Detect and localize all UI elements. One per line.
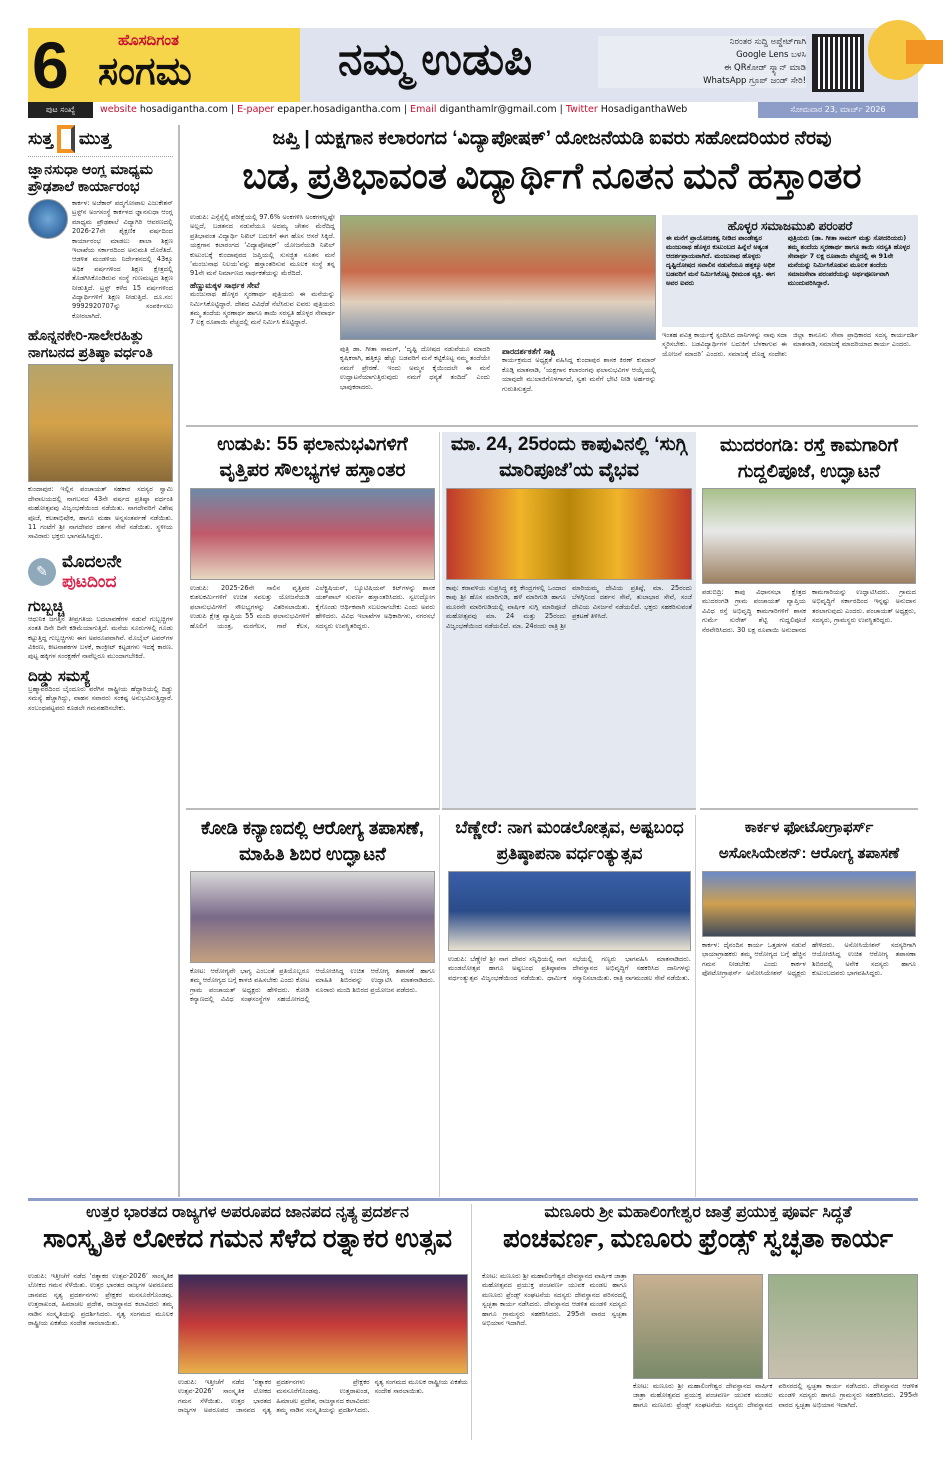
twitter-link[interactable]: HosadiganthaWeb: [600, 104, 688, 115]
story-row2-2: [442, 432, 696, 810]
story-photo: [446, 488, 692, 580]
date: ಸೋಮವಾರ 23, ಮಾರ್ಚ್ 2026: [758, 102, 918, 118]
story-headline: ಹೊನ್ನನಕೇರಿ-ಸಾಲೇರಹಿತ್ಲು ನಾಗಬನದ ಪ್ರತಿಷ್ಠಾ ವರ್ಧಂತಿ: [28, 327, 153, 361]
column-title: ಪುಟದಿಂದ: [62, 571, 117, 591]
section-title: ಸಂಗಮ: [98, 51, 192, 93]
story-headline: ಗುಬ್ಬಚ್ಚಿ: [28, 597, 65, 615]
story-kicker: ಉತ್ತರ ಭಾರತದ ರಾಜ್ಯಗಳ ಅಪರೂಪದ ಜಾನಪದ ನೃತ್ಯ ಪ್ರದರ್ಶನ: [86, 1204, 409, 1221]
story-bottom-1: [28, 1204, 472, 1440]
page-number: 6: [32, 28, 69, 102]
pencil-icon: ✎: [28, 558, 56, 586]
story-photo: [702, 871, 916, 937]
sidebar-title: ಹೊಳ್ಳರ ಸಮಾಜಮುಖಿ ಪರಂಪರೆ: [727, 219, 853, 233]
orange-tab: [906, 40, 943, 64]
story-headline: ಮಾ. 24, 25ರಂದು ಕಾಪುವಿನಲ್ಲಿ ‘ಸುಗ್ಗಿ ಮಾರಿಪೂಜೆ’ಯ ವೈಭವ: [450, 434, 688, 481]
story-body: ಬ್ರಹ್ಮಾವರದಿಂದ ಬೈಂದೂರು ವರೆಗಿನ ರಾಷ್ಟ್ರೀಯ ಹೆದ್ದಾರಿಯಲ್ಲಿ ದಿಡ್ಡು ಸಮಸ್ಯೆ ಹೆಚ್ಚಾಗಿದ್ದು, ವಾಹನ ಸವಾರರು ಸಂಕಷ್ಟ ಅನುಭವಿಸುತ್ತಿದ್ದಾರೆ. ಸಂಬಂಧಪಟ್ಟವರು ಕೂಡಲೇ ಗಮನಹರಿಸಬೇಕು.: [28, 684, 173, 712]
masthead: [28, 28, 918, 102]
story-body: ಉಡುಪಿ: ಇತ್ತೀಚೆಗೆ ನಡೆದ ‘ರತ್ನಾಕರ ಉತ್ಸವ-2026’ ಸಾಂಸ್ಕೃತಿಕ ಲೋಕದ ಗಮನ ಸೆಳೆಯಿತು. ಉತ್ತರ ಭಾರತದ ರಾಜ್ಯಗಳ ಅಪರೂಪದ ಜಾನಪದ ನೃತ್ಯ ಪ್ರದರ್ಶನಗಳು ಪ್ರೇಕ್ಷಕರ ಮನಸೂರೆಗೊಂಡವು. ಉತ್ತರಾಖಂಡ, ಹಿಮಾಚಲ ಪ್ರದೇಶ, ರಾಜಸ್ಥಾನದ ಕಲಾವಿದರು ತಮ್ಮ ನಾಡಿನ ಸಂಸ್ಕೃತಿಯನ್ನು ಪ್ರದರ್ಶಿಸಿದರು. ನೃತ್ಯ ಸಂಗಮದ ಮೂಲಕ ರಾಷ್ಟ್ರೀಯ ಏಕತೆಯ ಸಂದೇಶ ಸಾರಲಾಯಿತು.: [28, 1272, 173, 1328]
story-row3-1: [186, 815, 440, 1197]
lead-headline: ಬಡ, ಪ್ರತಿಭಾವಂತ ವಿದ್ಯಾರ್ಥಿಗೆ ನೂತನ ಮನೆ ಹಸ್ತಾಂತರ: [242, 156, 862, 196]
story-body: ಕಾರ್ಕಳ: ದೈನಂದಿನ ಕಾರ್ಯ ಒತ್ತಡಗಳ ನಡುವೆ ಛಾಯಾಗ್ರಾಹಕರು ತಮ್ಮ ಆರೋಗ್ಯದ ಬಗ್ಗೆ ಹೆಚ್ಚಿನ ಗಮನ ನೀಡಬೇಕು ಎಂದು ಕಾರ್ಕಳ ಫೋಟೋಗ್ರಾಫರ್ಸ್ ಅಸೋಸಿಯೇಶನ್ ಅಧ್ಯಕ್ಷರು ಹೇಳಿದರು. ಅಸೋಸಿಯೇಶನ್ ಸದಸ್ಯರಿಗಾಗಿ ಆಯೋಜಿಸಿದ್ದ ಉಚಿತ ಆರೋಗ್ಯ ತಪಾಸಣಾ ಶಿಬಿರದಲ್ಲಿ ಅನೇಕ ಸದಸ್ಯರು ಹಾಗೂ ಕುಟುಂಬದವರು ಭಾಗವಹಿಸಿದ್ದರು.: [702, 941, 916, 978]
lead-photo: [340, 215, 656, 340]
story-headline: ಕಾರ್ಕಳ ಫೋಟೋಗ್ರಾಫರ್ಸ್ ಅಸೋಸಿಯೇಶನ್: ಆರೋಗ್ಯ ತಪಾಸಣೆ: [718, 819, 900, 862]
story-row2-3: [700, 432, 918, 810]
website-link[interactable]: hosadigantha.com: [139, 104, 228, 115]
qr-line: ನಿರಂತರ ಸುದ್ದಿ ಅಪ್ಡೇಟ್‌ಗಾಗಿ: [729, 37, 806, 47]
subheading: ಹೆಣ್ಣುಮಕ್ಕಳ ಸಾರ್ಥಕ ಸೇವೆ: [190, 280, 260, 290]
story-photo: [702, 488, 916, 584]
story-photo: [768, 1274, 918, 1379]
sidebar-text: ಈ ಮನೆಗೆ ಪ್ರಾಯೋಜಕತ್ವ ನೀಡಿದ ಪಾಂಡೇಶ್ವರ ಮಂಜುನಾಥ ಹೊಳ್ಳರ ಕುಟುಂಬದ ಹಿನ್ನೆಲೆ ಅತ್ಯಂತ ಆದರ್ಶಪ್ರಾಯವಾಗಿದೆ. ಮಂಜುನಾಥ ಹೊಳ್ಳರು ದೃಷ್ಟಿದೋಷದ ಸವಾಲಿನ ನಡುವೆಯೂ ಹತ್ತಕ್ಕೂ ಅಧಿಕ ಬಡವರಿಗೆ ಮನೆ ನಿರ್ಮಿಸಿಕೊಟ್ಟ ಧೀಮಂತ ವ್ಯಕ್ತಿ. ಈಗ ಅವರ ಐವರು: [666, 234, 775, 287]
story-kicker: ಮಣೂರು ಶ್ರೀ ಮಹಾಲಿಂಗೇಶ್ವರ ಜಾತ್ರೆ ಪ್ರಯುಕ್ತ ಪೂರ್ವ ಸಿದ್ಧತೆ: [544, 1204, 852, 1221]
story-row2-1: [186, 432, 440, 810]
twitter-label: Twitter: [565, 104, 598, 115]
brand-logo: ಹೊಸದಿಗಂತ: [118, 32, 179, 49]
qr-line: Google Lens ಬಳಸಿ: [736, 50, 806, 60]
qr-code[interactable]: [812, 34, 864, 92]
section-logo: [28, 125, 173, 157]
qr-line: ಈ QRಕೋಡ್ ಸ್ಕ್ಯಾನ್ ಮಾಡಿ: [723, 63, 806, 73]
epaper-label: E-paper: [237, 104, 275, 115]
qr-instructions: [598, 36, 806, 88]
story-headline: ಜ್ಞಾನಸುಧಾ ಆಂಗ್ಲ ಮಾಧ್ಯಮ ಪ್ರೌಢಶಾಲೆ ಕಾರ್ಯಾರಂಭ: [28, 161, 153, 194]
story-body: ಕೋಟ: ಮಣೂರು ಶ್ರೀ ಮಹಾಲಿಂಗೇಶ್ವರ ದೇವಸ್ಥಾನದ ವಾರ್ಷಿಕ ಜಾತ್ರಾ ಮಹೋತ್ಸವದ ಪ್ರಯುಕ್ತ ಪಂಚವರ್ಣ ಯುವಕ ಮಂಡಲ ಹಾಗೂ ಮಣೂರು ಫ್ರೆಂಡ್ಸ್ ಸಂಘಟನೆಯ ಸದಸ್ಯರು ದೇವಸ್ಥಾನದ ಪರಿಸರದಲ್ಲಿ ಸ್ವಚ್ಛತಾ ಕಾರ್ಯ ನಡೆಸಿದರು. ದೇವಸ್ಥಾನದ ಆಡಳಿತ ಮಂಡಳಿ ಸದಸ್ಯರು ಹಾಗೂ ಗ್ರಾಮಸ್ಥರು ಸಹಕರಿಸಿದರು. 295ನೇ ವಾರದ ಸ್ವಚ್ಛತಾ ಅಭಿಯಾನ ಇದಾಗಿದೆ.: [482, 1272, 627, 1328]
paragraph: ಇಂತಹ ಪವಿತ್ರ ಕಾರ್ಯಕ್ಕೆ ಸ್ಪಂದಿಸಿದ ದಾನಿಗಳನ್ನು ನಾವು ಸದಾ ಸ್ಮರಿಸಬೇಕು. ಬಡವಿದ್ಯಾರ್ಥಿಗಳ ಬದುಕಿಗೆ ಬೆಳಕಾಗುವ ಈ ಯೋಜನೆ ಮಾದರಿ’ ಎಂದರು. ಸಮಾಜಕ್ಕೆ ದೊಡ್ಡ ಸಂದೇಶ: ಜಿಲ್ಲಾ ಕಾನೂನು ಸೇವಾ ಪ್ರಾಧಿಕಾರದ ಸದಸ್ಯ ಕಾರ್ಯದರ್ಶಿ ಮಾತನಾಡಿ, ಸಮಾಜಕ್ಕೆ ಮಾದರಿಯಾದ ಕಾರ್ಯ ಎಂದರು.: [662, 331, 918, 358]
paragraph: ಪುತ್ರಿ ಡಾ. ಗೀತಾ ಸಾಮಗ್, ‘ದೃಷ್ಟಿ ದೋಷದ ನಡುವೆಯೂ ಮಾದರಿ ಕೃಷಿಕರಾಗಿ, ಹತ್ತಿಕ್ಕೂ ಹೆಚ್ಚು ಬಡವರಿಗೆ ಮನೆ ಕಟ್ಟಿಕೊಟ್ಟ ನಮ್ಮ ತಂದೆಯೇ ನಮಗೆ ಪ್ರೇರಣೆ. ಇಂದು ಅಮ್ಮನ ಕೈಯಿಂದಲೇ ಈ ಮನೆ ಉದ್ಘಾಟನೆಯಾಗುತ್ತಿರುವುದು ನಮಗೆ ಧನ್ಯತೆ ತಂದಿದೆ’ ಎಂದು ಭಾವುಕರಾದರು.: [340, 345, 490, 391]
story-row3-3: [700, 815, 918, 1197]
story-body: ಆಧುನಿಕ ಜಗತ್ತಿನ ತೀವ್ರಗತಿಯ ಬದಲಾವಣೆಗಳ ನಡುವೆ ಗುಬ್ಬಚ್ಚಿಗಳ ಸಂತತಿ ದಿನೇ ದಿನೇ ಕಡಿಮೆಯಾಗುತ್ತಿದೆ. ಮನೆಯ ಸೂರುಗಳಲ್ಲಿ ಗೂಡು ಕಟ್ಟುತ್ತಿದ್ದ ಗುಬ್ಬಚ್ಚಿಗಳು ಈಗ ಅಪರೂಪವಾಗಿವೆ. ಮೊಬೈಲ್ ಟವರ್‌ಗಳ ವಿಕಿರಣ, ಕೀಟನಾಶಕಗಳ ಬಳಕೆ, ಕಾಂಕ್ರೀಟ್ ಕಟ್ಟಡಗಳು ಇದಕ್ಕೆ ಕಾರಣ. ಪುಟ್ಟ ಹಕ್ಕಿಗಳ ಸಂರಕ್ಷಣೆಗೆ ನಾವೆಲ್ಲರೂ ಮುಂದಾಗಬೇಕಿದೆ.: [28, 614, 173, 661]
story-body: ಕುಂದಾಪುರ: ಇಲ್ಲಿನ ಪಂಚಾಯತ್ ಸಹಕಾರ ಸದಸ್ಯರ ಸ್ವಾಮಿ ದೇವಾಲಯದಲ್ಲಿ ನಾಗಬನದ 43ನೇ ವರ್ಷದ ಪ್ರತಿಷ್ಠಾ ವರ್ಧಂತಿ ಮಹೋತ್ಸವವು ವಿಜೃಂಭಣೆಯಿಂದ ನಡೆಯಿತು. ನಾಗದೇವರಿಗೆ ವಿಶೇಷ ಪೂಜೆ, ಕಲಶಾಭಿಷೇಕ, ಹಾಗೂ ಮಹಾ ಅನ್ನಸಂತರ್ಪಣೆ ನಡೆಯಿತು. 11 ಗಂಟೆಗೆ ಶ್ರೀ ನಾಗದೇವರ ದರ್ಶನ ಸೇವೆ ನಡೆಯಿತು. ಸ್ಥಳೀಯ ಸಾವಿರಾರು ಭಕ್ತರು ಭಾಗವಹಿಸಿದ್ದರು.: [28, 485, 173, 541]
paragraph: ಕಾರ್ಯಕ್ರಮದ ಅಧ್ಯಕ್ಷತೆ ವಹಿಸಿದ್ದ ಕುಂದಾಪುರ ಶಾಸಕ ಕಿರಣ್ ಕುಮಾರ್ ಕೊಡ್ಗಿ ಮಾತನಾಡಿ, ‘ಯಕ್ಷಗಾನ ಕಲಾರಂಗವು ಫಲಾನುಭವಿಗಳ ಆಯ್ಕೆಯಲ್ಲಿ ಯಾವುದೇ ಮುಲಾಜಿಗೊಳಗಾಗದೆ, ಸ್ವತಃ ಮನೆಗೆ ಭೇಟಿ ನೀಡಿ ಅರ್ಹರನ್ನು ಗುರುತಿಸುತ್ತದೆ.: [502, 356, 656, 393]
story-photo: [28, 364, 173, 482]
story-photo: [190, 871, 435, 963]
paragraph: ಉಡುಪಿ: ಎಸ್ಸೆಸ್ಸೆಲ್ಸಿ ಪರೀಕ್ಷೆಯಲ್ಲಿ 97.6% ಅಂಕಗಳಿಸಿ ಅಂಕಗಳಲ್ಲಷ್ಟೇ ಅಲ್ಲದೆ, ಬಡತನದ ನಡುವೆಯೂ ಅದಮ್ಯ ಚೇತನ ಮೆರೆದಿದ್ದ ಪ್ರತಿಭಾವಂತ ವಿದ್ಯಾರ್ಥಿ ನಿಖಿಲ್ ಬದುಕಿಗೆ ಈಗ ಹೊಸ ಆಸರೆ ಸಿಕ್ಕಿದೆ. ಯಕ್ಷಗಾನ ಕಲಾರಂಗದ ‘ವಿದ್ಯಾಪೋಷಕ್’ ಯೋಜನೆಯಡಿ ನಿಖಿಲ್ ಕುಟುಂಬಕ್ಕೆ ಕುಂದಾಪುರದ ಜಪ್ತಿಯಲ್ಲಿ ಸುಸಜ್ಜಿತ ನೂತನ ಮನೆ ‘ಮಂಜುನಾಥ ನಿಲಯ’ವನ್ನು ಹಸ್ತಾಂತರಿಸುವ ಮೂಲಕ ಸಂಸ್ಥೆ ತನ್ನ 91ನೇ ಮನೆ ನಿರ್ಮಾಣದ ಸಾರ್ಥಕತೆಯನ್ನು ಮೆರೆದಿದೆ.: [190, 213, 335, 278]
story-headline: ಕೋಡಿ ಕನ್ಯಾಣದಲ್ಲಿ ಆರೋಗ್ಯ ತಪಾಸಣೆ, ಮಾಹಿತಿ ಶಿಬಿರ ಉದ್ಘಾಟನೆ: [201, 818, 424, 864]
website-label: website: [100, 104, 137, 115]
story-headline: ಬೆಣ್ಣೇರೆ: ನಾಗ ಮಂಡಲೋತ್ಸವ, ಅಷ್ಟಬಂಧ ಪ್ರತಿಷ್ಠಾಪನಾ ವರ್ಧಂತ್ಯುತ್ಸವ: [455, 818, 684, 863]
story-body: ಪಡುಬಿದ್ರಿ: ಕಾಪು ವಿಧಾನಸಭಾ ಕ್ಷೇತ್ರದ ಮುದರಂಗಡಿ ಗ್ರಾಮ ಪಂಚಾಯತ್ ವ್ಯಾಪ್ತಿಯ ವಿವಿಧ ರಸ್ತೆ ಅಭಿವೃದ್ಧಿ ಕಾಮಗಾರಿಗಳಿಗೆ ಶಾಸಕ ಗುರ್ಮೆ ಸುರೇಶ್ ಶೆಟ್ಟಿ ಗುದ್ದಲಿಪೂಜೆ ನೆರವೇರಿಸಿದರು. 30 ಲಕ್ಷ ರೂಪಾಯಿ ಅನುದಾನದ ಕಾಮಗಾರಿಯನ್ನು ಉದ್ಘಾಟಿಸಿದರು. ಗ್ರಾಮದ ಅಭಿವೃದ್ಧಿಗೆ ಸರ್ಕಾರದಿಂದ ಇನ್ನಷ್ಟು ಅನುದಾನ ತರಲಾಗುವುದು ಎಂದರು. ಪಂಚಾಯತ್ ಅಧ್ಯಕ್ಷರು, ಸದಸ್ಯರು, ಗ್ರಾಮಸ್ಥರು ಉಪಸ್ಥಿತರಿದ್ದರು.: [702, 588, 916, 634]
sidebar-text: ಪುತ್ರಿಯರು (ಡಾ. ಗೀತಾ ಸಾಮಗ್ ಮತ್ತು ಸೋದರಿಯರು) ತಮ್ಮ ತಂದೆಯ ಸ್ಮರಣಾರ್ಥ ಹಾಗೂ ತಾಯಿ ಸರಸ್ವತಿ ಹೊಳ್ಳರ ಸೇವಾರ್ಥ 7 ಲಕ್ಷ ರೂಪಾಯಿ ವೆಚ್ಚದಲ್ಲಿ ಈ 91ನೇ ಮನೆಯನ್ನು ನಿರ್ಮಿಸಿಕೊಡುವ ಮೂಲಕ ತಂದೆಯ ಸಮಾಜಸೇವಾ ಪರಂಪರೆಯನ್ನು ಅರ್ಥಪೂರ್ಣವಾಗಿ ಮುಂದುವರಿಸಿದ್ದಾರೆ.: [787, 234, 910, 287]
sidebar-box: [662, 215, 918, 327]
email-label: Email: [410, 104, 437, 115]
left-column: [28, 125, 180, 1197]
lead-kicker: ಜಪ್ತಿ | ಯಕ್ಷಗಾನ ಕಲಾರಂಗದ ‘ವಿದ್ಯಾಪೋಷಕ್’ ಯೋಜನೆಯಡಿ ಐವರು ಸಹೋದರಿಯರ ನೆರವು: [272, 128, 832, 149]
epaper-link[interactable]: epaper.hosadigantha.com: [277, 104, 401, 115]
column-title: ಮೊದಲನೇ: [62, 551, 122, 571]
story-photo: [190, 488, 435, 580]
story-body: ಉಡುಪಿ: 2025-26ನೇ ಸಾಲಿನ ವೃತ್ತಿಪರ ಕುಶಲಕರ್ಮಿಗಳಿಗೆ ಉಚಿತ ಸವಲತ್ತು ಯೋಜನೆಯಡಿ ಫಲಾನುಭವಿಗಳಿಗೆ ಸೌಲಭ್ಯಗಳನ್ನು ವಿತರಿಸಲಾಯಿತು. ಉಡುಪಿ ಕ್ಷೇತ್ರ ವ್ಯಾಪ್ತಿಯ 55 ಮಂದಿ ಫಲಾನುಭವಿಗಳಿಗೆ ಹೊಲಿಗೆ ಯಂತ್ರ, ಮರಗೆಲಸ, ಗಾರೆ ಕೆಲಸ, ಎಲೆಕ್ಟ್ರಿಷಿಯನ್, ಬ್ಯೂಟಿಷಿಯನ್ ಕಿಟ್‌ಗಳನ್ನು ಶಾಸಕ ಯಶ್‌ಪಾಲ್ ಸುವರ್ಣ ಹಸ್ತಾಂತರಿಸಿದರು. ಸ್ವಉದ್ಯೋಗ ಕೈಗೊಂಡು ಆರ್ಥಿಕವಾಗಿ ಸಬಲರಾಗಬೇಕು ಎಂದು ಅವರು ಹೇಳಿದರು. ವಿವಿಧ ಇಲಾಖೆಗಳ ಅಧಿಕಾರಿಗಳು, ನಗರಸಭೆ ಸದಸ್ಯರು ಉಪಸ್ಥಿತರಿದ್ದರು.: [190, 584, 435, 630]
globe-image: [28, 199, 68, 239]
story-headline: ಮುದರಂಗಡಿ: ರಸ್ತೆ ಕಾಮಗಾರಿಗೆ ಗುದ್ದಲಿಪೂಜೆ, ಉದ್ಘಾಟನೆ: [720, 435, 898, 481]
story-body: ಉಡುಪಿ: ಇತ್ತೀಚೆಗೆ ನಡೆದ ‘ರತ್ನಾಕರ ಉತ್ಸವ-2026’ ಸಾಂಸ್ಕೃತಿಕ ಲೋಕದ ಗಮನ ಸೆಳೆಯಿತು. ಉತ್ತರ ಭಾರತದ ರಾಜ್ಯಗಳ ಅಪರೂಪದ ಜಾನಪದ ನೃತ್ಯ ಪ್ರದರ್ಶನಗಳು ಪ್ರೇಕ್ಷಕರ ಮನಸೂರೆಗೊಂಡವು. ಉತ್ತರಾಖಂಡ, ಹಿಮಾಚಲ ಪ್ರದೇಶ, ರಾಜಸ್ಥಾನದ ಕಲಾವಿದರು ತಮ್ಮ ನಾಡಿನ ಸಂಸ್ಕೃತಿಯನ್ನು ಪ್ರದರ್ಶಿಸಿದರು. ನೃತ್ಯ ಸಂಗಮದ ಮೂಲಕ ರಾಷ್ಟ್ರೀಯ ಏಕತೆಯ ಸಂದೇಶ ಸಾರಲಾಯಿತು.: [178, 1378, 468, 1415]
section-logo-text: ಮುತ್ತ: [78, 129, 111, 148]
divider: [28, 1198, 918, 1201]
links-strip: website hosadigantha.com | E-paper epaper.hosadigantha.com | Email diganthamlr@gmail.com | Twitter HosadiganthaWeb: [100, 104, 688, 115]
lead-body-col: [502, 345, 656, 425]
story-headline: ಪಂಚವರ್ಣ, ಮಣೂರು ಫ್ರೆಂಡ್ಸ್ ಸ್ವಚ್ಛತಾ ಕಾರ್ಯ: [502, 1224, 894, 1253]
story-row3-2: [444, 815, 696, 1197]
info-bar: [28, 102, 918, 118]
story-photo: [633, 1274, 763, 1379]
story-headline: ಉಡುಪಿ: 55 ಫಲಾನುಭವಿಗಳಿಗೆ ವೃತ್ತಿಪರ ಸೌಲಭ್ಯಗಳ ಹಸ್ತಾಂತರ: [217, 434, 408, 481]
story-body: ಕಾಪು: ಕರಾವಳಿಯ ಸುಪ್ರಸಿದ್ಧ ಶಕ್ತಿ ಕೇಂದ್ರಗಳಲ್ಲಿ ಒಂದಾದ ಕಾಪು ಶ್ರೀ ಹೊಸ ಮಾರಿಗುಡಿ, ಹಳೆ ಮಾರಿಗುಡಿ ಹಾಗೂ ಮೂರನೇ ಮಾರಿಗುಡಿಯಲ್ಲಿ ವಾರ್ಷಿಕ ಸುಗ್ಗಿ ಮಾರಿಪೂಜೆ ಮಹೋತ್ಸವವು ಮಾ. 24 ಮತ್ತು 25ರಂದು ವಿಜೃಂಭಣೆಯಿಂದ ನಡೆಯಲಿದೆ. ಮಾ. 24ರಂದು ರಾತ್ರಿ ಶ್ರೀ ಮಾರಿಯಮ್ಮ ದೇವಿಯ ಪ್ರತಿಷ್ಠೆ, ಮಾ. 25ರಂದು ಬೆಳಗ್ಗಿನಿಂದ ದರ್ಶನ ಸೇವೆ, ತುಲಾಭಾರ ಸೇವೆ, ಸಂಜೆ ದೇವಿಯ ವಿಸರ್ಜನೆ ನಡೆಯಲಿದೆ. ಭಕ್ತರು ಸಹಕರಿಸುವಂತೆ ಪ್ರಕಟಣೆ ತಿಳಿಸಿದೆ.: [446, 584, 692, 630]
story-photo: [178, 1274, 468, 1374]
story-body: ಕೋಟ: ಆರೋಗ್ಯವೇ ಭಾಗ್ಯ ಎಂಬಂತೆ ಪ್ರತಿಯೊಬ್ಬರೂ ತಮ್ಮ ಆರೋಗ್ಯದ ಬಗ್ಗೆ ಕಾಳಜಿ ವಹಿಸಬೇಕು ಎಂದು ಕೋಟ ಗ್ರಾಮ ಪಂಚಾಯತ್ ಅಧ್ಯಕ್ಷರು ಹೇಳಿದರು. ಕೋಡಿ ಕನ್ಯಾಣದಲ್ಲಿ ವಿವಿಧ ಸಂಘಸಂಸ್ಥೆಗಳ ಸಹಯೋಗದಲ್ಲಿ ಆಯೋಜಿಸಿದ್ದ ಉಚಿತ ಆರೋಗ್ಯ ತಪಾಸಣೆ ಹಾಗೂ ಮಾಹಿತಿ ಶಿಬಿರವನ್ನು ಉದ್ಘಾಟಿಸಿ ಮಾತನಾಡಿದರು. ನೂರಾರು ಮಂದಿ ಶಿಬಿರದ ಪ್ರಯೋಜನ ಪಡೆದರು.: [190, 967, 435, 1004]
qr-line: WhatsApp ಗ್ರೂಪ್ ಜಂಡ್ ಸೇರಿ!: [703, 76, 806, 86]
story-headline: ದಿಡ್ಡು ಸಮಸ್ಯೆ: [28, 667, 91, 685]
story-photo: [448, 871, 691, 951]
lead-body: [190, 213, 335, 423]
section-logo-text: ಸುತ್ತ: [28, 129, 53, 148]
story-body: ಉಡುಪಿ: ಬೆಣ್ಣೇರೆ ಶ್ರೀ ನಾಗ ದೇವರ ಸನ್ನಿಧಿಯಲ್ಲಿ ನಾಗ ಮಂಡಲೋತ್ಸವ ಹಾಗೂ ಅಷ್ಟಬಂಧ ಪ್ರತಿಷ್ಠಾಪನಾ ವರ್ಧಂತ್ಯುತ್ಸವ ವಿಜೃಂಭಣೆಯಿಂದ ನಡೆಯಿತು. ಧಾರ್ಮಿಕ ಸಭೆಯಲ್ಲಿ ಗಣ್ಯರು ಭಾಗವಹಿಸಿ ಮಾತನಾಡಿದರು. ದೇವಸ್ಥಾನದ ಅಭಿವೃದ್ಧಿಗೆ ಸಹಕರಿಸಿದ ದಾನಿಗಳನ್ನು ಸನ್ಮಾನಿಸಲಾಯಿತು. ರಾತ್ರಿ ನಾಗಮಂಡಲ ಸೇವೆ ನಡೆಯಿತು.: [448, 955, 691, 982]
page-title: ನಮ್ಮ ಉಡುಪಿ: [338, 35, 533, 84]
lead-story: [186, 125, 918, 427]
column-banner: [28, 552, 173, 592]
story-body: ಕೋಟ: ಮಣೂರು ಶ್ರೀ ಮಹಾಲಿಂಗೇಶ್ವರ ದೇವಸ್ಥಾನದ ವಾರ್ಷಿಕ ಜಾತ್ರಾ ಮಹೋತ್ಸವದ ಪ್ರಯುಕ್ತ ಪಂಚವರ್ಣ ಯುವಕ ಮಂಡಲ ಹಾಗೂ ಮಣೂರು ಫ್ರೆಂಡ್ಸ್ ಸಂಘಟನೆಯ ಸದಸ್ಯರು ದೇವಸ್ಥಾನದ ಪರಿಸರದಲ್ಲಿ ಸ್ವಚ್ಛತಾ ಕಾರ್ಯ ನಡೆಸಿದರು. ದೇವಸ್ಥಾನದ ಆಡಳಿತ ಮಂಡಳಿ ಸದಸ್ಯರು ಹಾಗೂ ಗ್ರಾಮಸ್ಥರು ಸಹಕರಿಸಿದರು. 295ನೇ ವಾರದ ಸ್ವಚ್ಛತಾ ಅಭಿಯಾನ ಇದಾಗಿದೆ.: [633, 1382, 918, 1409]
story-bottom-2: [478, 1204, 918, 1440]
paragraph: ಮಂಜುನಾಥ ಹೊಳ್ಳರ ಸ್ಮರಣಾರ್ಥ ಪುತ್ರಿಯರು ಈ ಮನೆಯನ್ನು ನಿರ್ಮಿಸಿಕೊಟ್ಟಿದ್ದಾರೆ. ದೇಶದ ವಿವಿಧೆಡೆ ನೆಲೆಸಿರುವ ಐವರು ಪುತ್ರಿಯರು ತಮ್ಮ ತಂದೆಯ ಸ್ಮರಣಾರ್ಥ ಹಾಗೂ ತಾಯಿ ಸರಸ್ವತಿ ಹೊಳ್ಳರ ಸೇವಾರ್ಥ 7 ಲಕ್ಷ ರೂಪಾಯಿ ವೆಚ್ಚದಲ್ಲಿ ಮನೆ ನಿರ್ಮಿಸಿ ಕೊಟ್ಟಿದ್ದಾರೆ.: [190, 290, 335, 327]
story-headline: ಸಾಂಸ್ಕೃತಿಕ ಲೋಕದ ಗಮನ ಸೆಳೆದ ರತ್ನಾಕರ ಉತ್ಸವ: [42, 1224, 453, 1253]
subheading: ಪಾರದರ್ಶಕತೆಗೆ ಸಾಕ್ಷಿ: [502, 347, 556, 356]
window-icon: [57, 125, 75, 153]
story-body: ಕಾರ್ಕಳ: ಅಜೆಕಾರ್ ಪದ್ಮಗೋಪಾಲ ಎಜುಕೇಶನ್ ಟ್ರಸ್ಟ್‌ನ ಅಂಗಸಂಸ್ಥೆ ಕಾರ್ಕಳದ ಜ್ಞಾನಸುಧಾ ಆಂಗ್ಲ ಮಾಧ್ಯಮ ಪ್ರೌಢಶಾಲೆ ವಿದ್ಯಾಗಿರಿ ಆವರಣದಲ್ಲಿ 2026-27ನೇ ಶೈಕ್ಷಣಿಕ ವರ್ಷದಿಂದ ಕಾರ್ಯಾರಂಭ ಮಾಡಲು ಶಾಲಾ ಶಿಕ್ಷಣ ಇಲಾಖೆಯ ಸರ್ಕಾರದಿಂದ ಅನುಮತಿ ದೊರೆತಿದೆ. ಆಡಳಿತ ಮಂಡಳಿಯ ನಿರ್ದೇಶನದಲ್ಲಿ 43ಕ್ಕೂ ಅಧಿಕ ವರ್ಷಗಳಿಂದ ಶಿಕ್ಷಣ ಕ್ಷೇತ್ರದಲ್ಲಿ ತೊಡಗಿಸಿಕೊಂಡಿರುವ ಸಂಸ್ಥೆ ಗುಣಮಟ್ಟದ ಶಿಕ್ಷಣ ನೀಡುತ್ತಿದೆ. ಟ್ರಸ್ಟ್ ಕಳೆದ 15 ವರ್ಷಗಳಿಂದ ವಿದ್ಯಾರ್ಥಿಗಳಿಗೆ ಶಿಕ್ಷಣ ನೀಡುತ್ತಿದೆ. ದೂ.ಸಂ: 9992920707ನ್ನು ಸಂಪರ್ಕಿಸಲು ಕೋರಲಾಗಿದೆ.: [72, 199, 173, 320]
page-label: ಪುಟ ಸಂಖ್ಯೆ: [28, 102, 93, 118]
email-link[interactable]: diganthamlr@gmail.com: [439, 104, 557, 115]
